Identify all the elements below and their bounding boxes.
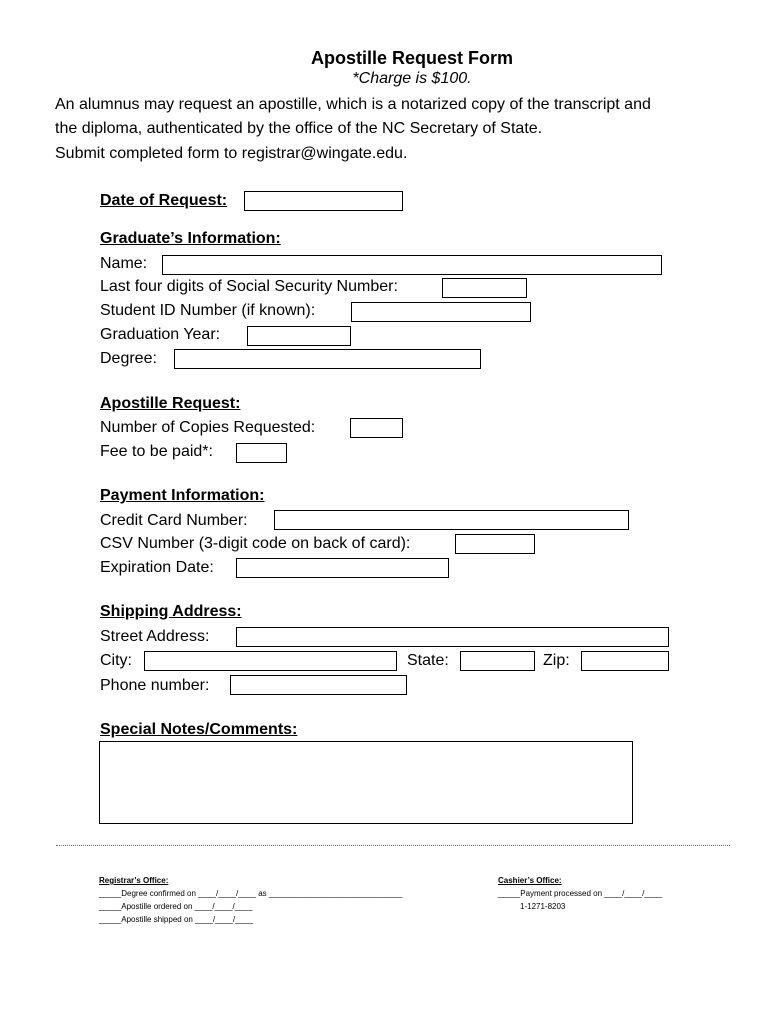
student-id-field[interactable] bbox=[351, 302, 531, 322]
state-label: State: bbox=[407, 652, 449, 669]
ssn-field[interactable] bbox=[442, 278, 527, 298]
date-of-request-field[interactable] bbox=[244, 191, 403, 211]
intro-line-2: the diploma, authenticated by the office of the NC Secretary of State. bbox=[55, 120, 543, 137]
copies-field[interactable] bbox=[350, 418, 403, 438]
intro-line-1: An alumnus may request an apostille, which is a notarized copy of the transcript and bbox=[55, 96, 651, 113]
apostille-request-heading: Apostille Request: bbox=[100, 395, 241, 412]
divider bbox=[56, 845, 730, 846]
registrar-office-heading: Registrar’s Office: bbox=[99, 876, 169, 885]
name-label: Name: bbox=[100, 255, 148, 272]
graduate-info-heading: Graduate’s Information: bbox=[100, 230, 281, 247]
name-field[interactable] bbox=[162, 255, 662, 275]
graduation-year-label: Graduation Year: bbox=[100, 326, 221, 343]
zip-label: Zip: bbox=[543, 652, 570, 669]
degree-label: Degree: bbox=[100, 350, 157, 367]
degree-field[interactable] bbox=[174, 349, 481, 369]
csv-field[interactable] bbox=[455, 534, 535, 554]
csv-label: CSV Number (3-digit code on back of card): bbox=[100, 535, 411, 552]
city-field[interactable] bbox=[144, 651, 397, 671]
registrar-line-3: _____Apostille shipped on ____/____/____ bbox=[99, 915, 253, 924]
state-field[interactable] bbox=[460, 651, 535, 671]
city-label: City: bbox=[100, 652, 132, 669]
registrar-line-1: _____Degree confirmed on ____/____/____ as ______________________________ bbox=[99, 889, 403, 898]
form-title: Apostille Request Form bbox=[310, 48, 514, 68]
cashier-office-heading: Cashier’s Office: bbox=[498, 876, 562, 885]
expiration-label: Expiration Date: bbox=[100, 559, 214, 576]
street-label: Street Address: bbox=[100, 628, 210, 645]
fee-label: Fee to be paid*: bbox=[100, 443, 213, 460]
phone-label: Phone number: bbox=[100, 677, 210, 694]
street-field[interactable] bbox=[236, 627, 669, 647]
registrar-line-2: _____Apostille ordered on ____/____/____ bbox=[99, 902, 253, 911]
special-notes-heading: Special Notes/Comments: bbox=[100, 721, 298, 738]
cashier-line-2: 1-1271-8203 bbox=[520, 902, 566, 911]
date-of-request-label: Date of Request: bbox=[100, 192, 228, 209]
credit-card-label: Credit Card Number: bbox=[100, 512, 248, 529]
charge-note: *Charge is $100. bbox=[352, 70, 472, 87]
payment-info-heading: Payment Information: bbox=[100, 487, 265, 504]
zip-field[interactable] bbox=[581, 651, 669, 671]
intro-line-3: Submit completed form to registrar@wingate.edu. bbox=[55, 145, 408, 162]
shipping-address-heading: Shipping Address: bbox=[100, 603, 242, 620]
ssn-label: Last four digits of Social Security Number: bbox=[100, 278, 398, 295]
cashier-line-1: _____Payment processed on ____/____/____ bbox=[498, 889, 663, 898]
fee-field[interactable] bbox=[236, 443, 287, 463]
student-id-label: Student ID Number (if known): bbox=[100, 302, 316, 319]
copies-label: Number of Copies Requested: bbox=[100, 419, 316, 436]
graduation-year-field[interactable] bbox=[247, 326, 351, 346]
special-notes-field[interactable] bbox=[99, 741, 633, 824]
credit-card-field[interactable] bbox=[274, 510, 629, 530]
phone-field[interactable] bbox=[230, 675, 407, 695]
expiration-field[interactable] bbox=[236, 558, 449, 578]
